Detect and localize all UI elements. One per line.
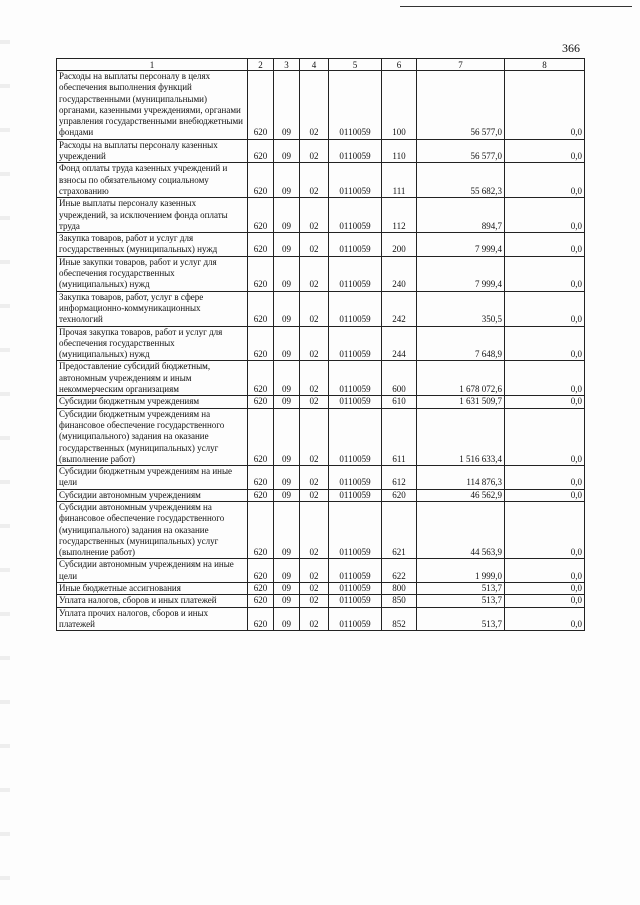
cell-target-article: 0110059 [329,198,382,233]
cell-subsection: 02 [300,595,329,607]
cell-amount: 56 577,0 [417,71,505,140]
cell-expense-type: 110 [382,139,417,163]
cell-section: 09 [274,559,300,583]
cell-amount: 1 516 633,4 [417,408,505,465]
row-description: Расходы на выплаты персоналу казенных учреждений [57,139,248,163]
row-description: Субсидии автономным учреждениям на иные цели [57,559,248,583]
cell-amount-2: 0,0 [505,326,585,361]
table-row [57,163,585,198]
table-row [57,256,585,291]
cell-amount: 7 999,4 [417,256,505,291]
row-description: Уплата прочих налогов, сборов и иных платежей [57,607,248,631]
cell-section: 09 [274,361,300,396]
row-description: Иные закупки товаров, работ и услуг для обеспечения государственных (муниципальных) нужд [57,256,248,291]
cell-amount-2: 0,0 [505,256,585,291]
cell-ministry-code: 620 [248,595,274,607]
cell-amount: 513,7 [417,583,505,595]
cell-amount: 7 648,9 [417,326,505,361]
header-row [57,59,585,71]
cell-section: 09 [274,607,300,631]
cell-subsection: 02 [300,71,329,140]
cell-amount-2: 0,0 [505,71,585,140]
cell-ministry-code: 620 [248,489,274,501]
cell-amount-2: 0,0 [505,198,585,233]
cell-ministry-code: 620 [248,607,274,631]
cell-section: 09 [274,71,300,140]
cell-amount: 7 999,4 [417,233,505,257]
cell-target-article: 0110059 [329,326,382,361]
column-header: 5 [329,59,382,71]
cell-section: 09 [274,466,300,490]
cell-amount-2: 0,0 [505,163,585,198]
cell-section: 09 [274,291,300,326]
row-description: Уплата налогов, сборов и иных платежей [57,595,248,607]
cell-subsection: 02 [300,466,329,490]
cell-subsection: 02 [300,501,329,558]
cell-subsection: 02 [300,233,329,257]
cell-target-article: 0110059 [329,233,382,257]
cell-expense-type: 800 [382,583,417,595]
cell-amount: 114 876,3 [417,466,505,490]
table-row [57,466,585,490]
cell-expense-type: 622 [382,559,417,583]
cell-expense-type: 242 [382,291,417,326]
cell-amount: 894,7 [417,198,505,233]
cell-section: 09 [274,583,300,595]
column-header: 6 [382,59,417,71]
cell-expense-type: 200 [382,233,417,257]
cell-ministry-code: 620 [248,291,274,326]
cell-subsection: 02 [300,256,329,291]
cell-subsection: 02 [300,291,329,326]
cell-subsection: 02 [300,198,329,233]
cell-expense-type: 111 [382,163,417,198]
cell-ministry-code: 620 [248,466,274,490]
cell-amount-2: 0,0 [505,361,585,396]
row-description: Предоставление субсидий бюджетным, автономным учреждениям и иным некоммерческим организациям [57,361,248,396]
cell-subsection: 02 [300,559,329,583]
cell-amount-2: 0,0 [505,501,585,558]
cell-target-article: 0110059 [329,607,382,631]
row-description: Закупка товаров, работ, услуг в сфере информационно-коммуникационных технологий [57,291,248,326]
cell-ministry-code: 620 [248,408,274,465]
cell-section: 09 [274,396,300,408]
cell-amount: 1 678 072,6 [417,361,505,396]
cell-amount: 56 577,0 [417,139,505,163]
top-rule [400,6,632,7]
table-row [57,408,585,465]
cell-amount: 1 631 509,7 [417,396,505,408]
cell-expense-type: 244 [382,326,417,361]
cell-amount: 513,7 [417,595,505,607]
cell-amount: 1 999,0 [417,559,505,583]
cell-expense-type: 112 [382,198,417,233]
table-row [57,198,585,233]
cell-amount-2: 0,0 [505,139,585,163]
column-header: 4 [300,59,329,71]
row-description: Закупка товаров, работ и услуг для государственных (муниципальных) нужд [57,233,248,257]
cell-target-article: 0110059 [329,408,382,465]
cell-section: 09 [274,489,300,501]
cell-section: 09 [274,595,300,607]
cell-target-article: 0110059 [329,501,382,558]
table-row [57,607,585,631]
row-description: Прочая закупка товаров, работ и услуг для обеспечения государственных (муниципальных) нужд [57,326,248,361]
cell-ministry-code: 620 [248,326,274,361]
cell-section: 09 [274,139,300,163]
table-row [57,583,585,595]
cell-expense-type: 850 [382,595,417,607]
cell-expense-type: 611 [382,408,417,465]
cell-amount-2: 0,0 [505,233,585,257]
cell-ministry-code: 620 [248,139,274,163]
cell-expense-type: 100 [382,71,417,140]
cell-amount-2: 0,0 [505,583,585,595]
cell-subsection: 02 [300,163,329,198]
column-header: 2 [248,59,274,71]
cell-ministry-code: 620 [248,198,274,233]
row-description: Расходы на выплаты персоналу в целях обеспечения выполнения функций государственными (муниципальными) органами, казенными учреждениями, органами управления государственными внебюджетными фондами [57,71,248,140]
cell-amount-2: 0,0 [505,408,585,465]
row-description: Субсидии бюджетным учреждениям на финансовое обеспечение государственного (муниципального) задания на оказание государственных (муниципальных) услуг (выполнение работ) [57,408,248,465]
cell-target-article: 0110059 [329,489,382,501]
cell-target-article: 0110059 [329,256,382,291]
cell-amount-2: 0,0 [505,607,585,631]
row-description: Иные выплаты персоналу казенных учреждений, за исключением фонда оплаты труда [57,198,248,233]
row-description: Субсидии автономным учреждениям [57,489,248,501]
cell-subsection: 02 [300,489,329,501]
cell-target-article: 0110059 [329,291,382,326]
cell-expense-type: 620 [382,489,417,501]
table-row [57,489,585,501]
cell-subsection: 02 [300,326,329,361]
cell-target-article: 0110059 [329,396,382,408]
cell-expense-type: 610 [382,396,417,408]
table-row [57,501,585,558]
cell-section: 09 [274,198,300,233]
cell-ministry-code: 620 [248,256,274,291]
cell-ministry-code: 620 [248,71,274,140]
cell-section: 09 [274,233,300,257]
table-row [57,559,585,583]
cell-section: 09 [274,326,300,361]
budget-table [56,58,585,631]
table-row [57,233,585,257]
cell-ministry-code: 620 [248,233,274,257]
cell-subsection: 02 [300,408,329,465]
cell-amount-2: 0,0 [505,291,585,326]
row-description: Фонд оплаты труда казенных учреждений и взносы по обязательному социальному страхованию [57,163,248,198]
cell-target-article: 0110059 [329,71,382,140]
cell-amount-2: 0,0 [505,559,585,583]
cell-expense-type: 621 [382,501,417,558]
cell-ministry-code: 620 [248,501,274,558]
cell-section: 09 [274,163,300,198]
cell-target-article: 0110059 [329,559,382,583]
cell-amount: 46 562,9 [417,489,505,501]
cell-amount: 44 563,9 [417,501,505,558]
cell-expense-type: 600 [382,361,417,396]
cell-ministry-code: 620 [248,396,274,408]
cell-target-article: 0110059 [329,595,382,607]
cell-amount-2: 0,0 [505,466,585,490]
cell-section: 09 [274,408,300,465]
table-row [57,595,585,607]
cell-subsection: 02 [300,583,329,595]
cell-target-article: 0110059 [329,466,382,490]
scan-edge-marks [0,0,10,905]
table-row [57,139,585,163]
cell-amount-2: 0,0 [505,595,585,607]
cell-target-article: 0110059 [329,583,382,595]
cell-expense-type: 852 [382,607,417,631]
cell-subsection: 02 [300,361,329,396]
cell-subsection: 02 [300,139,329,163]
column-header: 1 [57,59,248,71]
cell-subsection: 02 [300,396,329,408]
page-number: 366 [562,41,580,55]
table-row [57,291,585,326]
column-header: 7 [417,59,505,71]
row-description: Иные бюджетные ассигнования [57,583,248,595]
cell-expense-type: 240 [382,256,417,291]
row-description: Субсидии бюджетным учреждениям [57,396,248,408]
cell-ministry-code: 620 [248,361,274,396]
cell-section: 09 [274,501,300,558]
cell-section: 09 [274,256,300,291]
column-header: 8 [505,59,585,71]
cell-ministry-code: 620 [248,559,274,583]
cell-target-article: 0110059 [329,163,382,198]
cell-ministry-code: 620 [248,163,274,198]
table-row [57,396,585,408]
column-header: 3 [274,59,300,71]
row-description: Субсидии бюджетным учреждениям на иные цели [57,466,248,490]
cell-amount: 55 682,3 [417,163,505,198]
table-row [57,326,585,361]
cell-subsection: 02 [300,607,329,631]
cell-target-article: 0110059 [329,139,382,163]
cell-amount-2: 0,0 [505,396,585,408]
table-row [57,361,585,396]
cell-amount: 350,5 [417,291,505,326]
cell-ministry-code: 620 [248,583,274,595]
cell-amount: 513,7 [417,607,505,631]
cell-target-article: 0110059 [329,361,382,396]
row-description: Субсидии автономным учреждениям на финансовое обеспечение государственного (муниципального) задания на оказание государственных (муниципальных) услуг (выполнение работ) [57,501,248,558]
table-row [57,71,585,140]
cell-amount-2: 0,0 [505,489,585,501]
cell-expense-type: 612 [382,466,417,490]
